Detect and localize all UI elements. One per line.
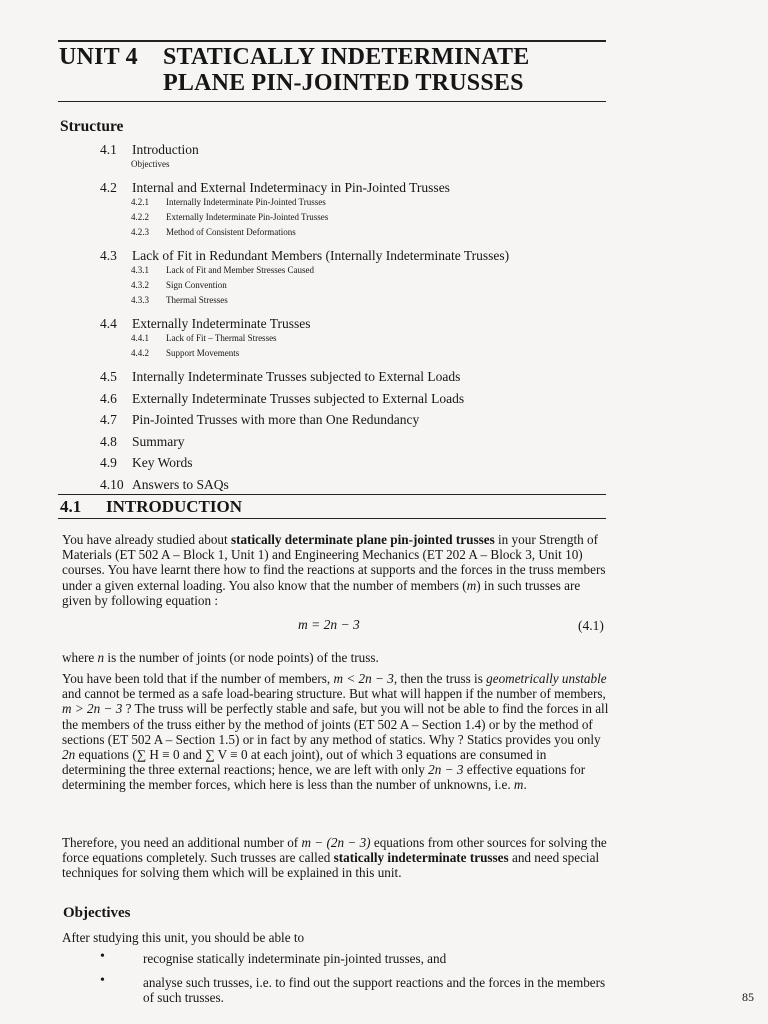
toc-subitem-title: Support Movements (166, 348, 240, 358)
toc-item-number: 4.5 (100, 369, 117, 384)
bullet-2-symbol: • (100, 973, 105, 988)
toc-subitem-number: 4.2.1 (131, 197, 149, 207)
toc-subitem-title: Lack of Fit – Thermal Stresses (166, 333, 277, 343)
toc-subitem-number: 4.3.2 (131, 280, 149, 290)
structure-heading: Structure (60, 118, 124, 135)
section-bottom-rule (58, 518, 606, 519)
section-title: INTRODUCTION (106, 497, 243, 516)
toc-item-title: Key Words (132, 455, 193, 470)
p3-expr-2n-3: 2n − 3 (428, 762, 464, 778)
toc-subitem-number: 4.4.2 (131, 348, 149, 358)
p1-var-m: m (466, 577, 477, 593)
section-heading (60, 497, 242, 517)
toc-item-title: Internal and External Indeterminacy in Pin-Jointed Trusses (132, 180, 450, 195)
p3-text-a: You have been told that if the number of members, (62, 671, 334, 686)
p3-text-g: ? The truss will be perfectly stable and safe, but you will not be able to find the forces in all the members of the truss either by the method of joints (ET 502 A – Section 1.4) or by the method of sections (ET 502 A – Section 1.5) or in fact by any method of statics. Why ? Statics provides you only (62, 701, 609, 747)
page-number: 85 (742, 990, 754, 1004)
toc-item-title: Externally Indeterminate Trusses (132, 316, 311, 331)
intro-paragraph-2 (62, 650, 610, 665)
p3-text-i: equations (∑ H ≡ 0 and ∑ V ≡ 0 at each joint), out of which 3 equations are consumed in determining the three external reactions; hence, we are left with only (62, 747, 547, 778)
toc-subitem-number: 4.4.1 (131, 333, 149, 343)
toc-subitem-title: Internally Indeterminate Pin-Jointed Trusses (166, 197, 326, 207)
unit-label: UNIT 4 (59, 44, 138, 70)
toc-subitem-number: 4.2.3 (131, 227, 149, 237)
p3-text-k: effective equations for determining the member forces, which here is less than the number of unknowns, i.e. (62, 762, 586, 793)
toc-item-number: 4.9 (100, 455, 117, 470)
toc-item-number: 4.7 (100, 412, 117, 427)
equation-number: (4.1) (578, 618, 604, 633)
objectives-intro: After studying this unit, you should be able to (62, 930, 305, 945)
title-bottom-rule (58, 101, 606, 102)
toc-subitem-title: Lack of Fit and Member Stresses Caused (166, 265, 314, 275)
p4-text-a: Therefore, you need an additional number of (62, 835, 302, 850)
toc-item-number: 4.10 (100, 476, 124, 492)
unit-title-line2: PLANE PIN-JOINTED TRUSSES (163, 70, 524, 96)
section-number: 4.1 (60, 497, 82, 516)
p3-ineq-2: m > 2n − 3 (62, 701, 123, 717)
toc-subitem-number: 4.3.3 (131, 295, 149, 305)
p3-text-c: , then the truss is (393, 671, 487, 686)
toc-item-title: Internally Indeterminate Trusses subjected to External Loads (132, 369, 461, 384)
p3-text-m: . (523, 777, 527, 793)
intro-paragraph-4 (62, 835, 610, 881)
toc-subitem-number: 4.3.1 (131, 265, 149, 275)
toc-item-number: 4.8 (100, 433, 117, 449)
toc-item-number: 4.1 (100, 142, 117, 157)
toc-subitem-title: Method of Consistent Deformations (166, 227, 296, 237)
toc-item-title: Introduction (132, 142, 199, 157)
p1-text-e: ) in such trusses are given by following equation : (62, 577, 581, 608)
p4-bold-term: statically indeterminate trusses (333, 850, 509, 866)
toc-subitem-number: 4.2.2 (131, 212, 149, 222)
toc-item-title: Externally Indeterminate Trusses subjected to External Loads (132, 390, 465, 406)
title-top-rule (58, 40, 606, 42)
unit-title-line1: STATICALLY INDETERMINATE (163, 44, 530, 70)
p3-italic-term: geometrically unstable (486, 671, 607, 686)
p1-text-c: in your Strength of Materials (ET 502 A – Block 1, Unit 1) and Engineering Mechanics (ET 202 A – Block 3, Unit 10) courses. You have learnt there how to find the reactions at supports and the forces in the truss members under a given external loading. You also know that the number of members ( (62, 532, 606, 593)
toc-item-number: 4.4 (100, 316, 117, 331)
toc-item-number: 4.2 (100, 180, 117, 195)
p2-text-a: where (62, 650, 98, 665)
section-top-rule (58, 494, 606, 495)
p2-var-n: n (97, 650, 105, 665)
toc-item-number: 4.3 (100, 248, 117, 263)
objective-bullet-2: analyse such trusses, i.e. to find out the support reactions and the forces in the members of such trusses. (143, 975, 606, 1005)
toc-item-title: Answers to SAQs (132, 476, 229, 492)
p1-bold-term: statically determinate plane pin-jointed trusses (230, 532, 495, 547)
equation-4-1: m = 2n − 3 (298, 617, 360, 632)
bullet-1-symbol: • (100, 949, 105, 964)
toc-item-number: 4.6 (100, 390, 117, 406)
p3-var-m: m (513, 777, 524, 793)
p4-text-e: and need special techniques for solving them which will be explained in this unit. (62, 850, 600, 881)
objective-bullet-1: recognise statically indeterminate pin-jointed trusses, and (143, 951, 447, 966)
intro-paragraph-3 (62, 671, 610, 793)
p2-text-c: is the number of joints (or node points) of the truss. (104, 650, 379, 665)
p4-expr: m − (2n − 3) (301, 835, 371, 850)
p3-var-2n: 2n (62, 747, 76, 763)
toc-subitem-title: Thermal Stresses (166, 295, 228, 305)
p3-text-e: and cannot be termed as a safe load-bearing structure. But what will happen if the number of members, (62, 686, 606, 702)
toc-subitem-title: Externally Indeterminate Pin-Jointed Trusses (166, 212, 329, 222)
objectives-heading: Objectives (63, 905, 131, 921)
p4-text-c: equations from other sources for solving the force equations completely. Such trusses are called (62, 835, 607, 866)
p1-text-a: You have already studied about (62, 532, 231, 547)
toc-item-title: Summary (132, 433, 185, 449)
unit-title (59, 44, 619, 96)
toc-subitem-title: Sign Convention (166, 280, 227, 290)
intro-paragraph-1 (62, 532, 610, 608)
toc-item-title: Lack of Fit in Redundant Members (Internally Indeterminate Trusses) (132, 248, 510, 263)
toc-subitem-title: Objectives (131, 159, 170, 169)
p3-ineq-1: m < 2n − 3 (333, 671, 394, 686)
toc-item-title: Pin-Jointed Trusses with more than One Redundancy (132, 412, 420, 427)
